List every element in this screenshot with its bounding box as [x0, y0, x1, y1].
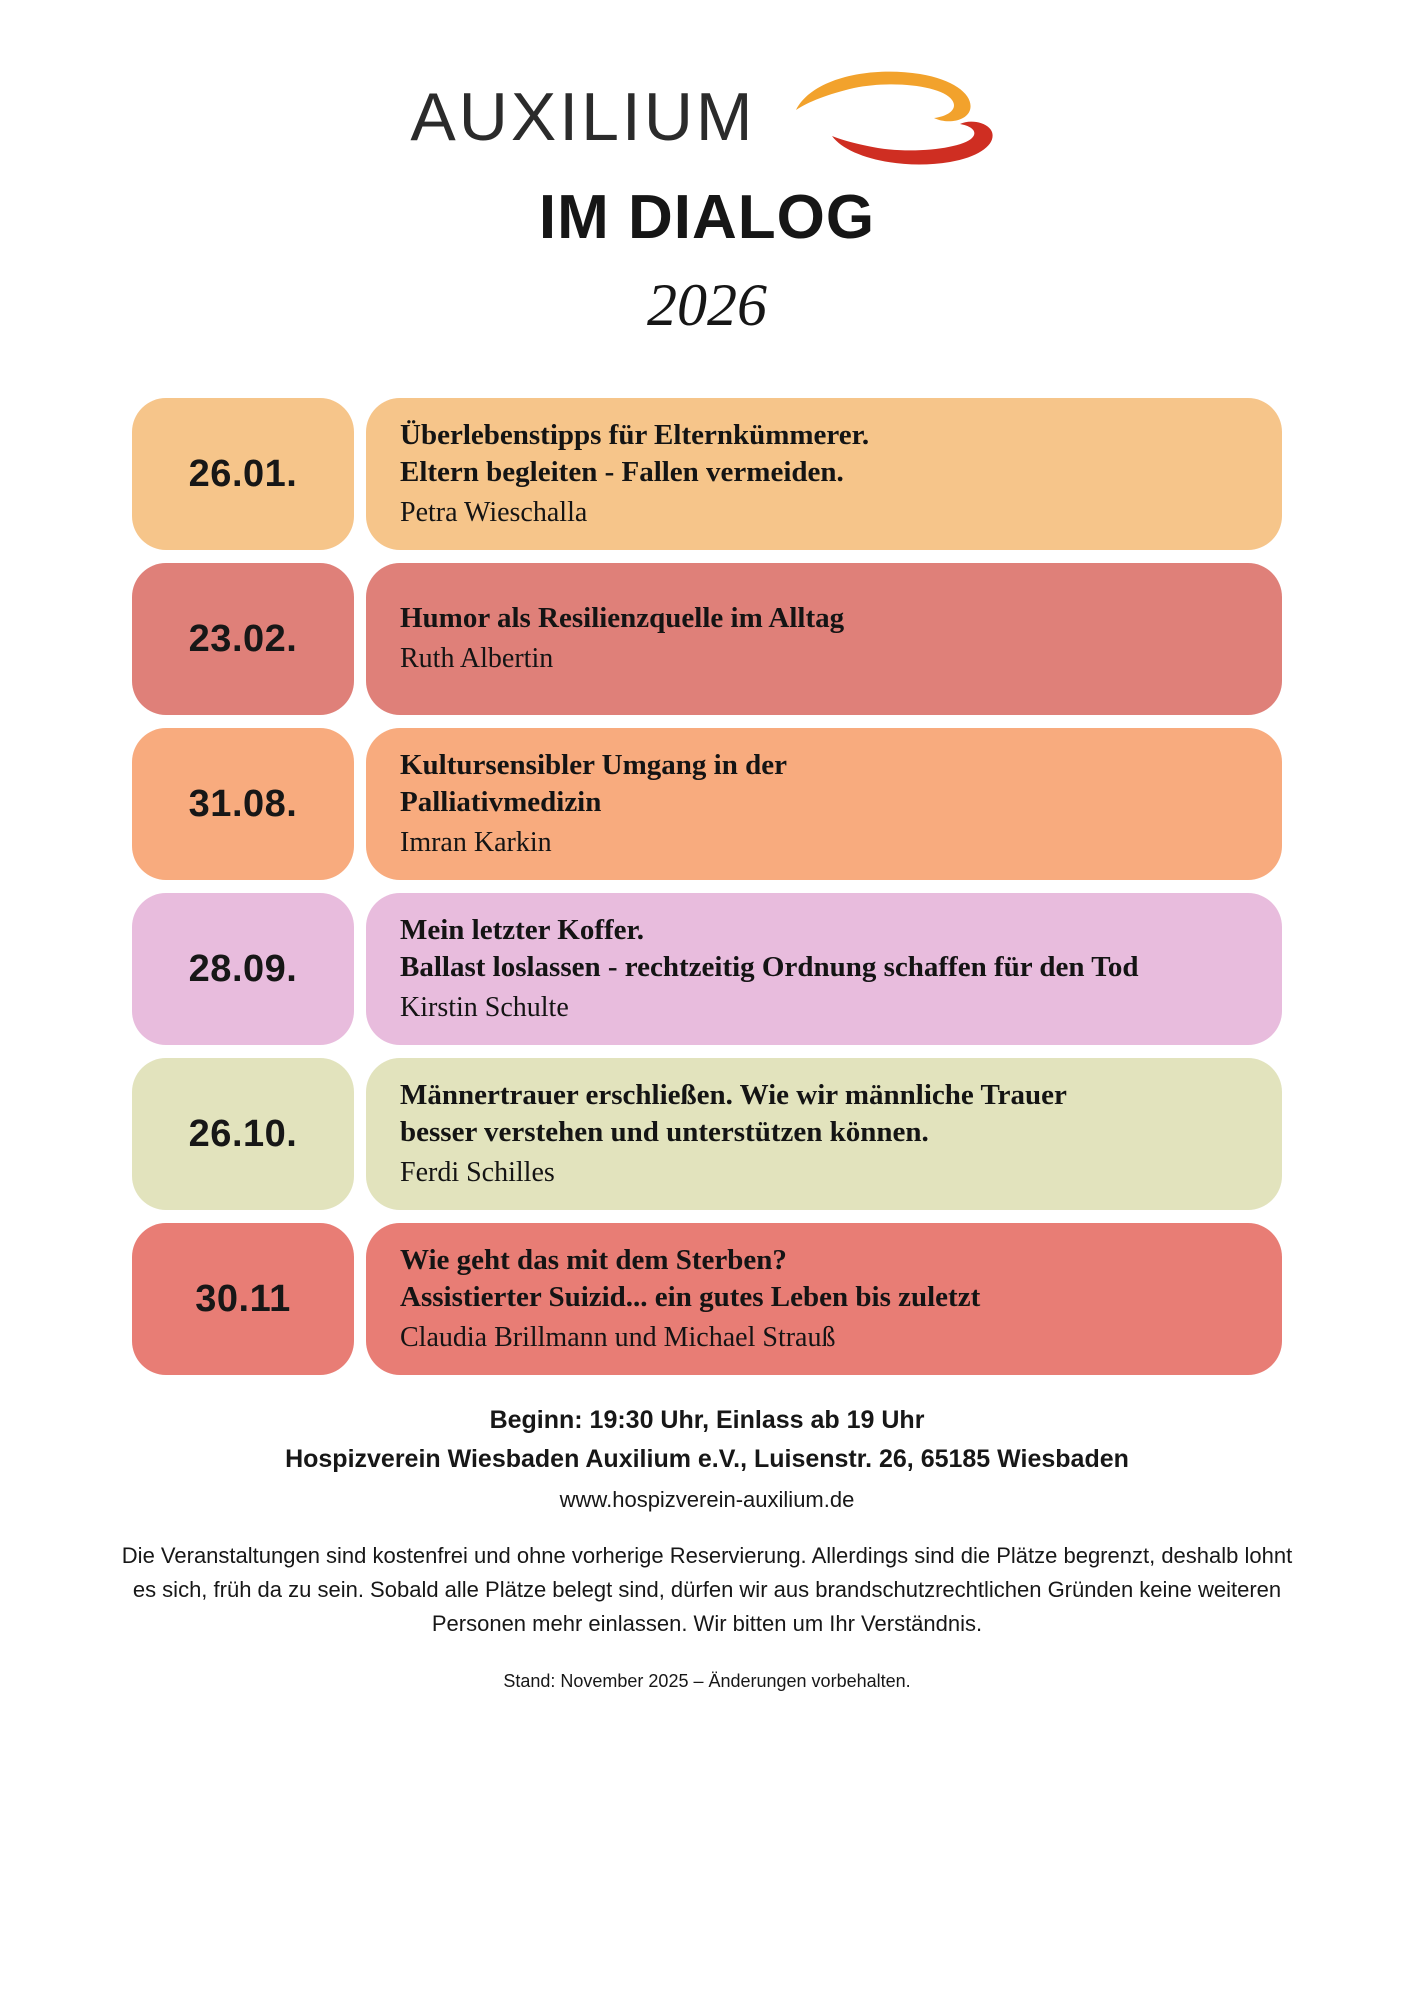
programme-row — [132, 398, 1282, 550]
event-details — [366, 893, 1282, 1045]
event-title-line: Männertrauer erschließen. Wie wir männliche Trauer — [400, 1078, 1067, 1111]
page-title: IM DIALOG — [538, 183, 876, 252]
revision-note: Stand: November 2025 – Änderungen vorbehalten. — [503, 1670, 911, 1691]
event-date: 31.08. — [132, 728, 354, 880]
programme-row — [132, 563, 1282, 715]
event-speaker: Petra Wieschalla — [400, 496, 588, 528]
venue-address: Hospizverein Wiesbaden Auxilium e.V., Luisenstr. 26, 65185 Wiesbaden — [285, 1444, 1129, 1473]
event-speaker: Ferdi Schilles — [400, 1156, 555, 1188]
poster-footer — [0, 1401, 1414, 1692]
event-title-line: Wie geht das mit dem Sterben? — [400, 1243, 787, 1276]
event-details — [366, 563, 1282, 715]
event-date: 28.09. — [132, 893, 354, 1045]
event-speaker: Kirstin Schulte — [400, 991, 569, 1023]
event-title-line: Assistierter Suizid... ein gutes Leben bis zuletzt — [400, 1280, 981, 1313]
event-date: 26.10. — [132, 1058, 354, 1210]
event-title-line: Kultursensibler Umgang in der — [400, 748, 787, 781]
event-title-line: besser verstehen und unterstützen können. — [400, 1115, 929, 1148]
event-speaker: Imran Karkin — [400, 826, 552, 858]
poster-header — [0, 0, 1414, 340]
event-date: 23.02. — [132, 563, 354, 715]
event-title-line: Eltern begleiten - Fallen vermeiden. — [400, 455, 844, 488]
programme-row — [132, 1223, 1282, 1375]
programme-row — [132, 728, 1282, 880]
programme-list — [132, 398, 1282, 1375]
event-speaker: Claudia Brillmann und Michael Strauß — [400, 1321, 836, 1353]
event-title-line: Palliativmedizin — [400, 785, 602, 818]
event-speaker: Ruth Albertin — [400, 643, 554, 675]
event-date: 30.11 — [132, 1223, 354, 1375]
attendance-note: Die Veranstaltungen sind kostenfrei und ohne vorherige Reservierung. Allerdings sind die Plätze begrenzt, deshalb lohnt es sich, früh da zu sein. Sobald alle Plätze belegt sind, dürfen wir aus brandschutzrechtlichen Gründen keine weiteren Personen mehr einlassen. Wir bitten um Ihr Verständnis. — [121, 1542, 1293, 1636]
auxilium-brushstroke-logo — [774, 62, 1004, 172]
event-details — [366, 728, 1282, 880]
programme-row — [132, 893, 1282, 1045]
event-details — [366, 1223, 1282, 1375]
event-details — [366, 398, 1282, 550]
page-year: 2026 — [647, 272, 767, 338]
organisation-name: AUXILIUM — [410, 79, 756, 155]
event-date: 26.01. — [132, 398, 354, 550]
event-title-line: Überlebenstipps für Elternkümmerer. — [400, 418, 870, 451]
logo-row — [0, 62, 1414, 172]
event-details — [366, 1058, 1282, 1210]
event-title-line: Mein letzter Koffer. — [400, 913, 644, 946]
website-link[interactable]: www.hospizverein-auxilium.de — [559, 1486, 855, 1512]
programme-row — [132, 1058, 1282, 1210]
event-title-line: Humor als Resilienzquelle im Alltag — [400, 602, 845, 635]
start-time-info: Beginn: 19:30 Uhr, Einlass ab 19 Uhr — [489, 1406, 925, 1434]
event-title-line: Ballast loslassen - rechtzeitig Ordnung schaffen für den Tod — [400, 950, 1139, 983]
